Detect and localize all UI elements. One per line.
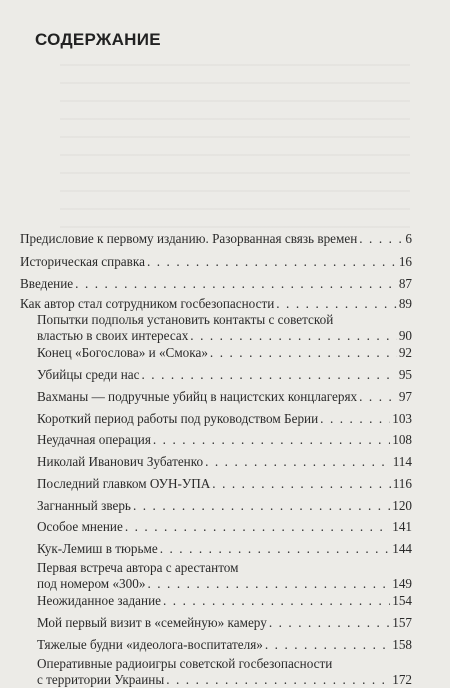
toc-entry-page: 97 [398, 389, 412, 404]
toc-entry-title: с территории Украины [37, 672, 165, 687]
toc-entry-page: 149 [392, 576, 412, 591]
leader-dots [163, 593, 390, 609]
toc-subentry[interactable] [37, 411, 412, 427]
toc-entry-page: 144 [392, 541, 412, 556]
leader-dots [75, 276, 397, 292]
leader-dots [359, 231, 403, 247]
toc-subentry[interactable] [37, 454, 412, 470]
leader-dots [147, 254, 397, 270]
toc-entry-page: 158 [392, 637, 412, 652]
toc-subentry[interactable] [37, 476, 412, 492]
toc-subentry[interactable] [37, 541, 412, 557]
toc-entry-page: 157 [392, 615, 412, 630]
toc-entry[interactable] [20, 296, 412, 312]
toc-subentry[interactable] [37, 615, 412, 631]
toc-subentry[interactable] [37, 367, 412, 383]
toc-entry-page: 89 [398, 296, 412, 311]
leader-dots [160, 541, 391, 557]
leader-dots [210, 345, 397, 361]
show-through-text [60, 55, 410, 230]
leader-dots [359, 389, 397, 405]
toc-entry-page: 6 [405, 231, 412, 246]
leader-dots [190, 328, 397, 344]
toc-entry-page: 154 [392, 593, 412, 608]
toc-subentry[interactable] [37, 656, 412, 688]
toc-entry-page: 141 [392, 519, 412, 534]
toc-entry-title: Последний главком ОУН-УПА [37, 476, 211, 491]
toc-entry-page: 114 [392, 454, 412, 469]
leader-dots [166, 672, 390, 688]
toc-subentry[interactable] [37, 519, 412, 535]
toc-entry-title-line1: Оперативные радиоигры советской госбезопасности [37, 656, 333, 671]
toc-entry-title: под номером «300» [37, 576, 146, 591]
toc-entry-title: Загнанный зверь [37, 498, 131, 513]
toc-entry-title: Неожиданное задание [37, 593, 161, 608]
leader-dots [320, 411, 390, 427]
toc-entry-title: Убийцы среди нас [37, 367, 140, 382]
toc-entry-title: Короткий период работы под руководством Берии [37, 411, 319, 426]
toc-subentry[interactable] [37, 593, 412, 609]
toc-entry-title: Мой первый визит в «семейную» камеру [37, 615, 267, 630]
toc-entry-title: Вахманы — подручные убийц в нацистских концлагерях [37, 389, 358, 404]
toc-entry-title: Как автор стал сотрудником госбезопасности [20, 296, 275, 311]
toc-entry-title: властью в своих интересах [37, 328, 189, 343]
toc-entry-title: Кук-Лемиш в тюрьме [37, 541, 158, 556]
toc-subentry[interactable] [37, 345, 412, 361]
toc-entry-title: Неудачная операция [37, 432, 151, 447]
toc-entry[interactable] [20, 254, 412, 270]
toc-subentry[interactable] [37, 560, 412, 592]
leader-dots [269, 615, 390, 631]
toc-entry-page: 108 [392, 432, 412, 447]
toc-subentry[interactable] [37, 389, 412, 405]
toc-entry[interactable] [20, 276, 412, 292]
toc-entry-title: Введение [20, 276, 74, 291]
toc-entry-page: 116 [392, 476, 412, 491]
toc-entry-page: 87 [398, 276, 412, 291]
leader-dots [265, 637, 390, 653]
toc-entry-page: 120 [392, 498, 412, 513]
leader-dots [125, 519, 390, 535]
toc-entry-title: Историческая справка [20, 254, 145, 269]
toc-entry-title: Конец «Богослова» и «Смока» [37, 345, 208, 360]
toc-entry-title: Особое мнение [37, 519, 123, 534]
toc-entry-page: 90 [398, 328, 412, 343]
toc-entry-title-line1: Попытки подполья установить контакты с советской [37, 312, 334, 327]
toc-subentry[interactable] [37, 637, 412, 653]
toc-entry-title: Николай Иванович Зубатенко [37, 454, 204, 469]
leader-dots [276, 296, 397, 312]
toc-entry-page: 92 [398, 345, 412, 360]
page-title: СОДЕРЖАНИЕ [35, 30, 161, 49]
toc-subentry[interactable] [37, 312, 412, 344]
toc-entry-title: Тяжелые будни «идеолога-воспитателя» [37, 637, 263, 652]
toc-entry-title-line1: Первая встреча автора с арестантом [37, 560, 239, 575]
toc-entry-page: 95 [398, 367, 412, 382]
toc-subentry[interactable] [37, 432, 412, 448]
leader-dots [212, 476, 390, 492]
leader-dots [153, 432, 390, 448]
leader-dots [142, 367, 397, 383]
toc-entry-page: 16 [398, 254, 412, 269]
toc-entry-page: 172 [392, 672, 412, 687]
toc-subentry[interactable] [37, 498, 412, 514]
leader-dots [147, 576, 390, 592]
toc-entry-page: 103 [392, 411, 412, 426]
toc-entry[interactable] [20, 231, 412, 247]
leader-dots [205, 454, 391, 470]
toc-entry-title: Предисловие к первому изданию. Разорванная связь времен [20, 231, 358, 246]
leader-dots [133, 498, 390, 514]
